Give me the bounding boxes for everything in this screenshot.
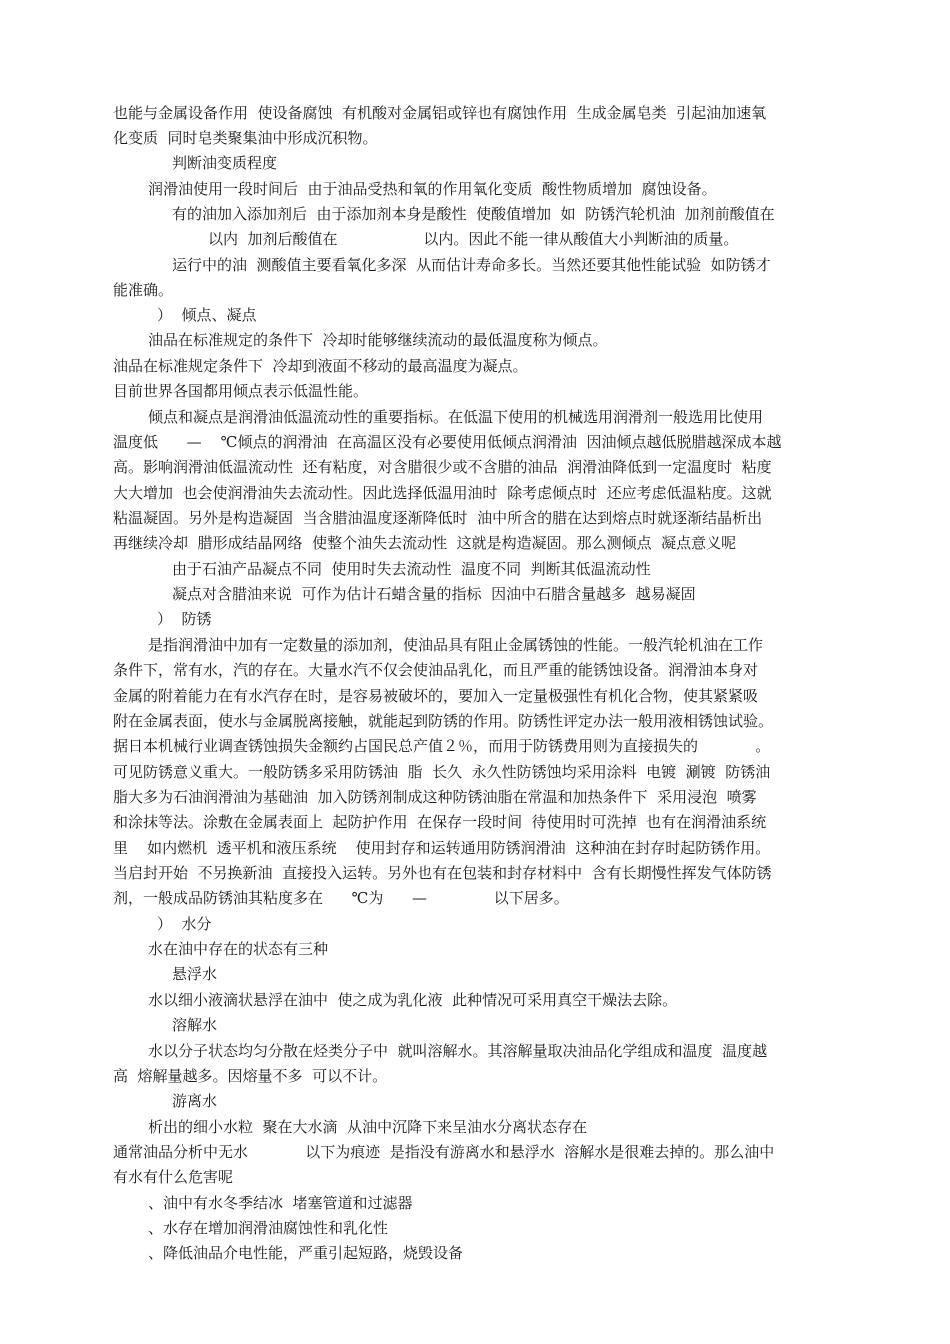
subsection-heading: 悬浮水: [172, 965, 218, 983]
text-line: 粘温凝固。另外是构造凝固 当含腊油温度逐渐降低时 油中所含的腊在达到熔点时就逐渐结晶析出: [113, 509, 763, 527]
text-line: 油品在标准规定的条件下 冷却时能够继续流动的最低温度称为倾点。: [148, 331, 608, 349]
subsection-heading: 溶解水: [172, 1016, 218, 1034]
text-line: 据日本机械行业调查锈蚀损失金额约占国民总产值２％，而用于防锈费用则为直接损失的 。: [113, 737, 771, 755]
text-line: 由于石油产品凝点不同 使用时失去流动性 温度不同 判断其低温流动性: [172, 560, 651, 578]
text-line: 以内 加剂后酸值在 以内。因此不能一律从酸值大小判断油的质量。: [208, 230, 739, 248]
text-line: 也能与金属设备作用 使设备腐蚀 有机酸对金属铝或锌也有腐蚀作用 生成金属皂类 引起油加速氧: [113, 104, 767, 122]
text-line: 高 熔解量越多。因熔量不多 可以不计。: [113, 1067, 388, 1085]
text-line: 通常油品分析中无水 以下为痕迹 是指没有游离水和悬浮水 溶解水是很难去掉的。那么油中: [113, 1143, 775, 1161]
text-line: 大大增加 也会使润滑油失去流动性。因此选择低温用油时 除考虑倾点时 还应考虑低温粘度。这就: [113, 484, 772, 502]
text-line: 是指润滑油中加有一定数量的添加剂，使油品具有阻止金属锈蚀的性能。一般汽轮机油在工作: [148, 636, 764, 654]
text-line: 附在金属表面，使水与金属脱离接触，就能起到防锈的作用。防锈性评定办法一般用液相锈蚀试验。: [113, 712, 774, 730]
text-line: 高。影响润滑油低温流动性 还有粘度，对含腊很少或不含腊的油品 润滑油降低到一定温度时 粘度: [113, 458, 772, 476]
text-line: 水以分子状态均匀分散在烃类分子中 就叫溶解水。其溶解量取决油品化学组成和温度 温度越: [148, 1042, 768, 1060]
subsection-heading: 游离水: [172, 1092, 218, 1110]
text-line: 能准确。: [113, 281, 174, 299]
text-line: 金属的附着能力在有水汽存在时，是容易被破坏的，要加入一定量极强性有机化合物，使其紧紧吸: [113, 687, 759, 705]
list-item: 、降低油品介电性能，严重引起短路，烧毁设备: [148, 1244, 464, 1262]
text-line: 和涂抹等法。涂敷在金属表面上 起防护作用 在保存一段时间 待使用时可洗掉 也有在润滑油系统: [113, 813, 767, 831]
text-line: 水以细小液滴状悬浮在油中 使之成为乳化液 此种情况可采用真空干燥法去除。: [148, 991, 678, 1009]
text-line: 当启封开始 不另换新油 直接投入运转。另外也有在包装和封存材料中 含有长期慢性挥发气体防锈: [113, 864, 772, 882]
text-line: 目前世界各国都用倾点表示低温性能。: [113, 382, 369, 400]
text-line: 润滑油使用一段时间后 由于油品受热和氧的作用氧化变质 酸性物质增加 腐蚀设备。: [148, 180, 717, 198]
text-line: 再继续冷却 腊形成结晶网络 使整个油失去流动性 这就是构造凝固。那么测倾点 凝点意义呢: [113, 534, 737, 552]
text-line: 温度低 — ℃倾点的润滑油 在高温区没有必要使用低倾点润滑油 因油倾点越低脱腊越深成本越: [113, 433, 782, 451]
text-line: 脂大多为石油润滑油为基础油 加入防锈剂制成这种防锈油脂在常温和加热条件下 采用浸泡 喷雾: [113, 788, 757, 806]
text-line: 里 如内燃机 透平机和液压系统 使用封存和运转通用防锈润滑油 这种油在封存时起防锈作用。: [113, 839, 771, 857]
section-heading: ） 防锈: [157, 610, 212, 628]
text-line: 化变质 同时皂类聚集油中形成沉积物。: [113, 129, 378, 147]
text-line: 析出的细小水粒 聚在大水滴 从油中沉降下来呈油水分离状态存在: [148, 1118, 588, 1136]
text-line: 倾点和凝点是润滑油低温流动性的重要指标。在低温下使用的机械选用润滑剂一般选用比使用: [148, 408, 764, 426]
text-line: 油品在标准规定条件下 冷却到液面不移动的最高温度为凝点。: [113, 357, 528, 375]
text-line: 剂，一般成品防锈油其粘度多在 ℃为 — 以下居多。: [113, 889, 569, 907]
text-line: 运行中的油 测酸值主要看氧化多深 从而估计寿命多长。当然还要其他性能试验 如防锈才: [172, 256, 771, 274]
list-item: 、油中有水冬季结冰 堵塞管道和过滤器: [148, 1194, 413, 1212]
text-line: 有水有什么危害呢: [113, 1168, 234, 1186]
section-heading: 判断油变质程度: [172, 154, 278, 172]
text-line: 条件下，常有水，汽的存在。大量水汽不仅会使油品乳化，而且严重的能锈蚀设备。润滑油本身对: [113, 661, 759, 679]
text-line: 可见防锈意义重大。一般防锈多采用防锈油 脂 长久 永久性防锈蚀均采用涂料 电镀 涮镀 防锈油: [113, 763, 771, 781]
list-item: 、水存在增加润滑油腐蚀性和乳化性: [148, 1219, 389, 1237]
section-heading: ） 水分: [157, 915, 212, 933]
text-line: 凝点对含腊油来说 可作为估计石蜡含量的指标 因油中石腊含量越多 越易凝固: [172, 585, 696, 603]
text-line: 水在油中存在的状态有三种: [148, 940, 329, 958]
text-line: 有的油加入添加剂后 由于添加剂本身是酸性 使酸值增加 如 防锈汽轮机油 加剂前酸值在: [172, 205, 775, 223]
section-heading: ） 倾点、凝点: [157, 306, 257, 324]
